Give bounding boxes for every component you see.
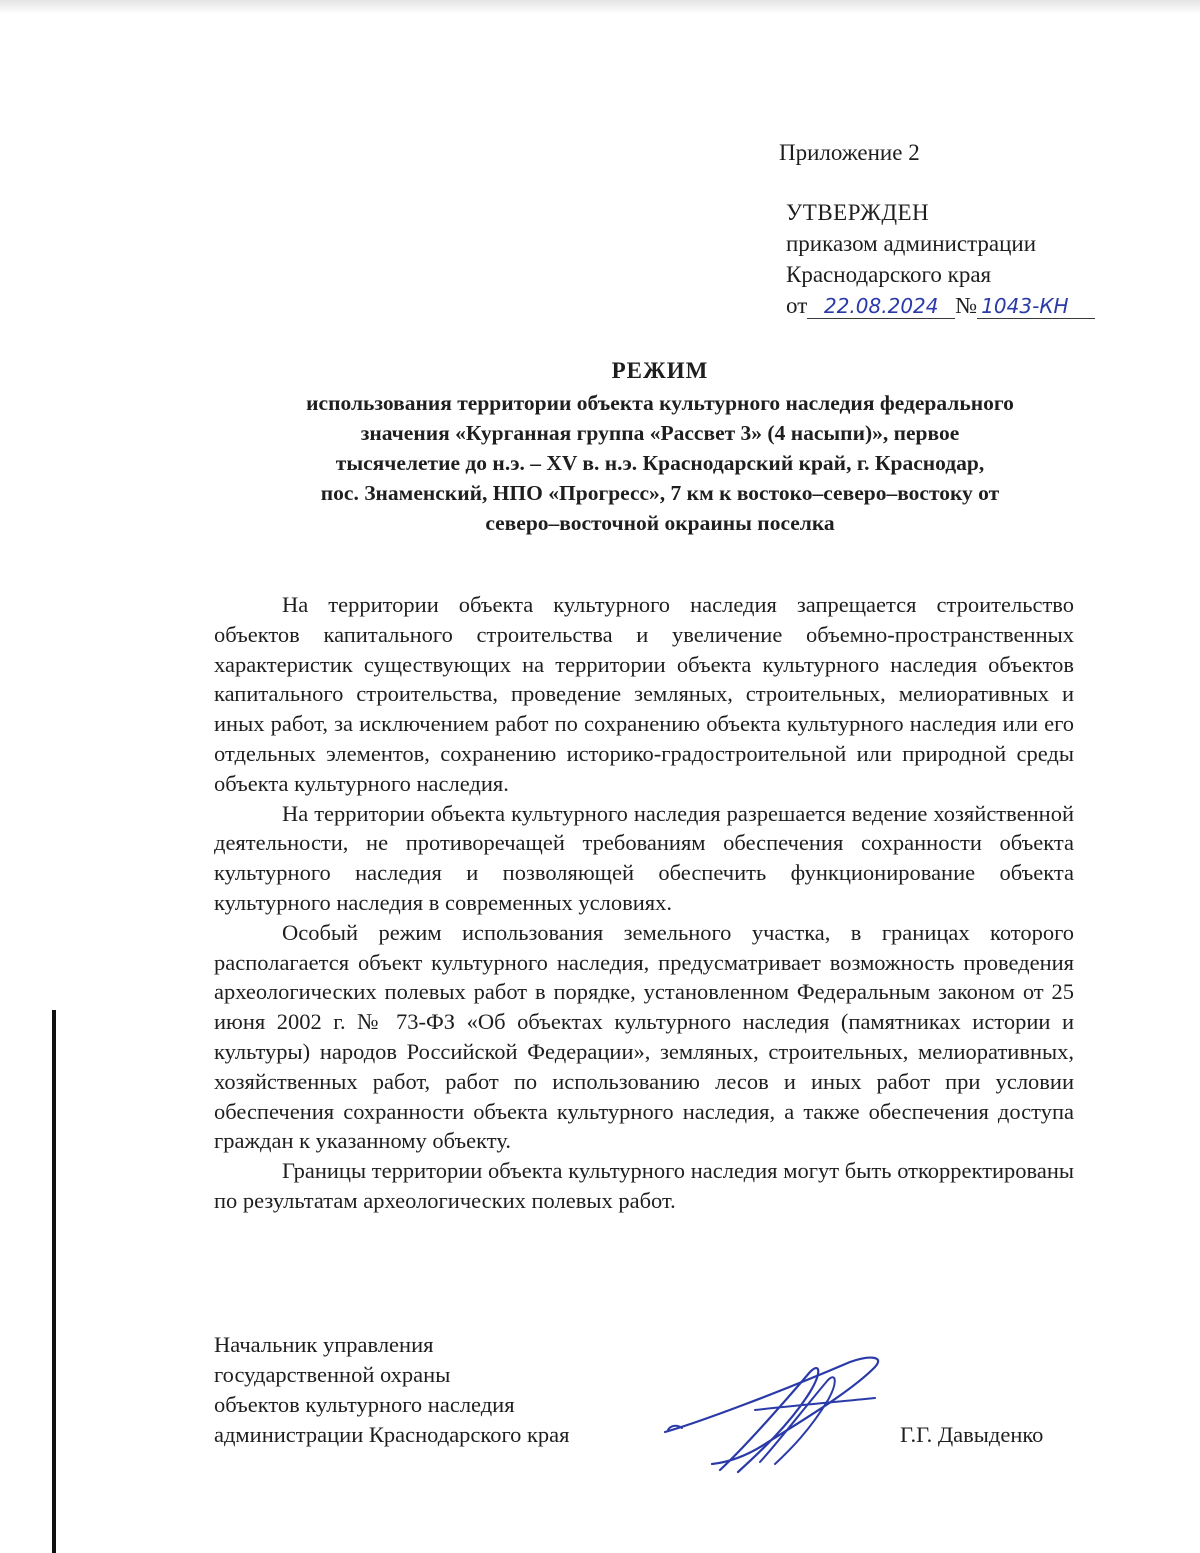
title-line: значения «Курганная группа «Рассвет 3» (4 насыпи)», первое [360,421,960,445]
order-date-number-line [786,291,1095,322]
scan-top-shade [0,0,1200,14]
signatory-position-line: государственной охраны [214,1362,451,1387]
signatory-position-line: Начальник управления [214,1332,434,1357]
date-prefix: от [786,293,808,318]
approved-by-line-2: Краснодарского края [786,262,992,287]
body-paragraph: Особый режим использования земельного участка, в границах которого располагается объект культурного наследия, предусматривает возможность проведения археологических полевых работ в порядке, установленном Федеральным законом от 25 июня 2002 г. № 73-ФЗ «Об объектах культурного наследия (памятниках истории и культуры) народов Российской Федерации», земляных, строительных, мелиоративных, хозяйственных работ, работ по использованию лесов и иных работ при условии обеспечения сохранности объекта культурного наследия, а также обеспечения доступа граждан к указанному объекту. [214,919,1074,1154]
title-line: использования территории объекта культурного наследия федерального [306,391,1014,415]
approved-heading: УТВЕРЖДЕН [786,200,930,225]
signatory-position-line: объектов культурного наследия [214,1392,515,1417]
signatory-position-line: администрации Краснодарского края [214,1422,570,1447]
handwritten-signature [660,1352,900,1477]
approval-stamp-block [786,198,1095,322]
order-number-handwritten: 1043-КН [977,294,1095,319]
number-prefix: № [955,293,978,318]
title-line: пос. Знаменский, НПО «Прогресс», 7 км к востоко–северо–востоку от [320,481,1000,505]
body-paragraph: На территории объекта культурного наследия разрешается ведение хозяйственной деятельности, не противоречащей требованиям обеспечения сохранности объекта культурного наследия и позволяющей обеспечить функционирование объекта культурного наследия в современных условиях. [214,800,1074,915]
body-paragraph: На территории объекта культурного наследия запрещается строительство объектов капитального строительства и увеличение объемно-пространственных характеристик существующих на территории объекта культурного наследия объектов капитального строительства, проведение земляных, строительных, мелиоративных и иных работ, за исключением работ по сохранению объекта культурного наследия или его отдельных элементов, сохранению историко-градостроительной или природной среды объекта культурного наследия. [214,592,1074,796]
title-line: тысячелетие до н.э. – XV в. н.э. Краснодарский край, г. Краснодар, [335,451,985,475]
approved-by-line-1: приказом администрации [786,231,1037,256]
appendix-label: Приложение 2 [779,140,920,165]
body-paragraph: Границы территории объекта культурного наследия могут быть откорректированы по результатам археологических полевых работ. [214,1158,1074,1213]
title-line: северо–восточной окраины поселка [485,511,835,535]
order-date-handwritten: 22.08.2024 [807,294,955,319]
document-title [200,356,1120,538]
signatory-position [214,1330,570,1450]
scan-left-edge [52,1010,56,1553]
signatory-name: Г.Г. Давыденко [900,1422,1044,1447]
title-word: РЕЖИМ [611,358,709,383]
body-text [214,590,1074,1216]
